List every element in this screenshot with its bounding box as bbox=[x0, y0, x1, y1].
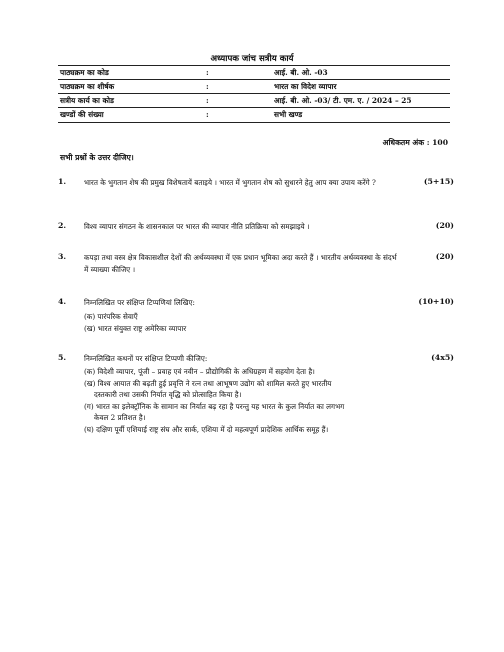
question-number: 5. bbox=[58, 353, 67, 362]
course-title-label: पाठ्यक्रम का शीर्षक bbox=[60, 82, 115, 91]
question-marks: (5+15) bbox=[423, 177, 454, 186]
subpart-item: (घ) दक्षिण पूर्वी एशियाई राष्ट्र संघ और सार्क, एशिया में दो महत्वपूर्ण प्रादेशिक आर्थिक समूह हैं। bbox=[84, 424, 329, 434]
question-marks: (20) bbox=[435, 221, 454, 230]
question-4-subparts bbox=[84, 311, 444, 334]
course-code-value: आई. बी. ओ. -03 bbox=[274, 68, 328, 77]
assignment-code-label: सत्रीय कार्य का कोड bbox=[60, 96, 115, 105]
row-divider bbox=[58, 107, 450, 108]
course-code-colon: : bbox=[206, 68, 209, 77]
question-number: 3. bbox=[58, 252, 67, 261]
question-text: निम्नलिखित पर संक्षिप्त टिप्पणियां लिखिए: bbox=[84, 298, 195, 307]
blocks-count-colon: : bbox=[206, 110, 209, 119]
course-code-label: पाठ्यक्रम का कोड bbox=[60, 68, 109, 77]
question-marks: (4x5) bbox=[431, 353, 454, 362]
question-text: कपड़ा तथा वस्त्र क्षेत्र विकासशील देशों की अर्थव्यवस्था में एक प्रधान भूमिका अदा करते हैं । भारतीय अर्थव्यवस्था के संदर्भ में व्याख्या कीजिए । bbox=[84, 253, 397, 274]
subpart-item: (ग) भारत का इलेक्ट्रॉनिक के सामान का निर्यात बढ़ रहा है परन्तु यह भारत के कुल निर्यात का लगभग bbox=[84, 401, 345, 411]
subpart-continuation: केवल 2 प्रतिशत है। bbox=[94, 413, 146, 422]
course-title-colon: : bbox=[206, 82, 209, 91]
question-text: भारत के भुगतान शेष की प्रमुख विशेषतायें बताइये । भारत में भुगतान शेष को सुधारने हेतु आप क्या उपाय करेंगे ? bbox=[84, 178, 376, 187]
course-code-row bbox=[60, 68, 450, 79]
assignment-code-colon: : bbox=[206, 96, 209, 105]
question-number: 1. bbox=[58, 177, 67, 186]
course-title-row bbox=[60, 82, 450, 93]
max-marks: अधिकतम अंक : 100 bbox=[382, 138, 448, 147]
row-divider bbox=[58, 79, 450, 80]
header-top-rule bbox=[58, 65, 450, 66]
header-bottom-rule bbox=[58, 122, 450, 123]
assignment-code-value: आई. बी. ओ. -03/ टी. एम. ए. / 2024 – 25 bbox=[274, 96, 412, 105]
question-text: निम्नलिखित कथनों पर संक्षिप्त टिप्पणी कीजिए: bbox=[84, 354, 208, 363]
blocks-count-row bbox=[60, 110, 450, 121]
subpart-item: (क) विदेशी व्यापार, पूंजी – प्रवाह एवं नवीन – प्रौद्योगिकी के अधिग्रहण में सहयोग देता है। bbox=[84, 367, 315, 376]
question-marks: (10+10) bbox=[418, 297, 454, 306]
subpart-continuation: दस्तकारी तथा उसकी निर्यात वृद्धि को प्रोत्साहित किया है। bbox=[94, 390, 242, 399]
blocks-count-label: खण्डों की संख्या bbox=[60, 110, 104, 119]
question-5-subparts bbox=[84, 366, 444, 435]
subpart-item: (ख) विश्व आयात की बढ़ती हुई प्रवृत्ति ने रत्न तथा आभूषण उद्योग को शामिल करते हुए भारतीय bbox=[84, 378, 332, 388]
question-number: 2. bbox=[58, 221, 67, 230]
document-title: अध्यापक जांच सत्रीय कार्य bbox=[210, 54, 294, 64]
question-marks: (20) bbox=[435, 252, 454, 261]
subpart-item: (ख) भारत संयुक्त राष्ट्र अमेरिका व्यापार bbox=[84, 323, 187, 333]
question-text: विश्व व्यापार संगठन के शासनकाल पर भारत की व्यापार नीति प्रतिक्रिया को समझाइये । bbox=[84, 222, 310, 231]
assignment-code-row bbox=[60, 96, 450, 107]
row-divider bbox=[58, 93, 450, 94]
subpart-item: (क) पारंपरिक सेवाएँ bbox=[84, 312, 138, 321]
question-number: 4. bbox=[58, 297, 67, 306]
blocks-count-value: सभी खण्ड bbox=[274, 110, 303, 119]
instruction-text: सभी प्रश्नों के उत्तर दीजिए। bbox=[60, 153, 134, 162]
course-title-value: भारत का विदेश व्यापार bbox=[274, 82, 337, 91]
